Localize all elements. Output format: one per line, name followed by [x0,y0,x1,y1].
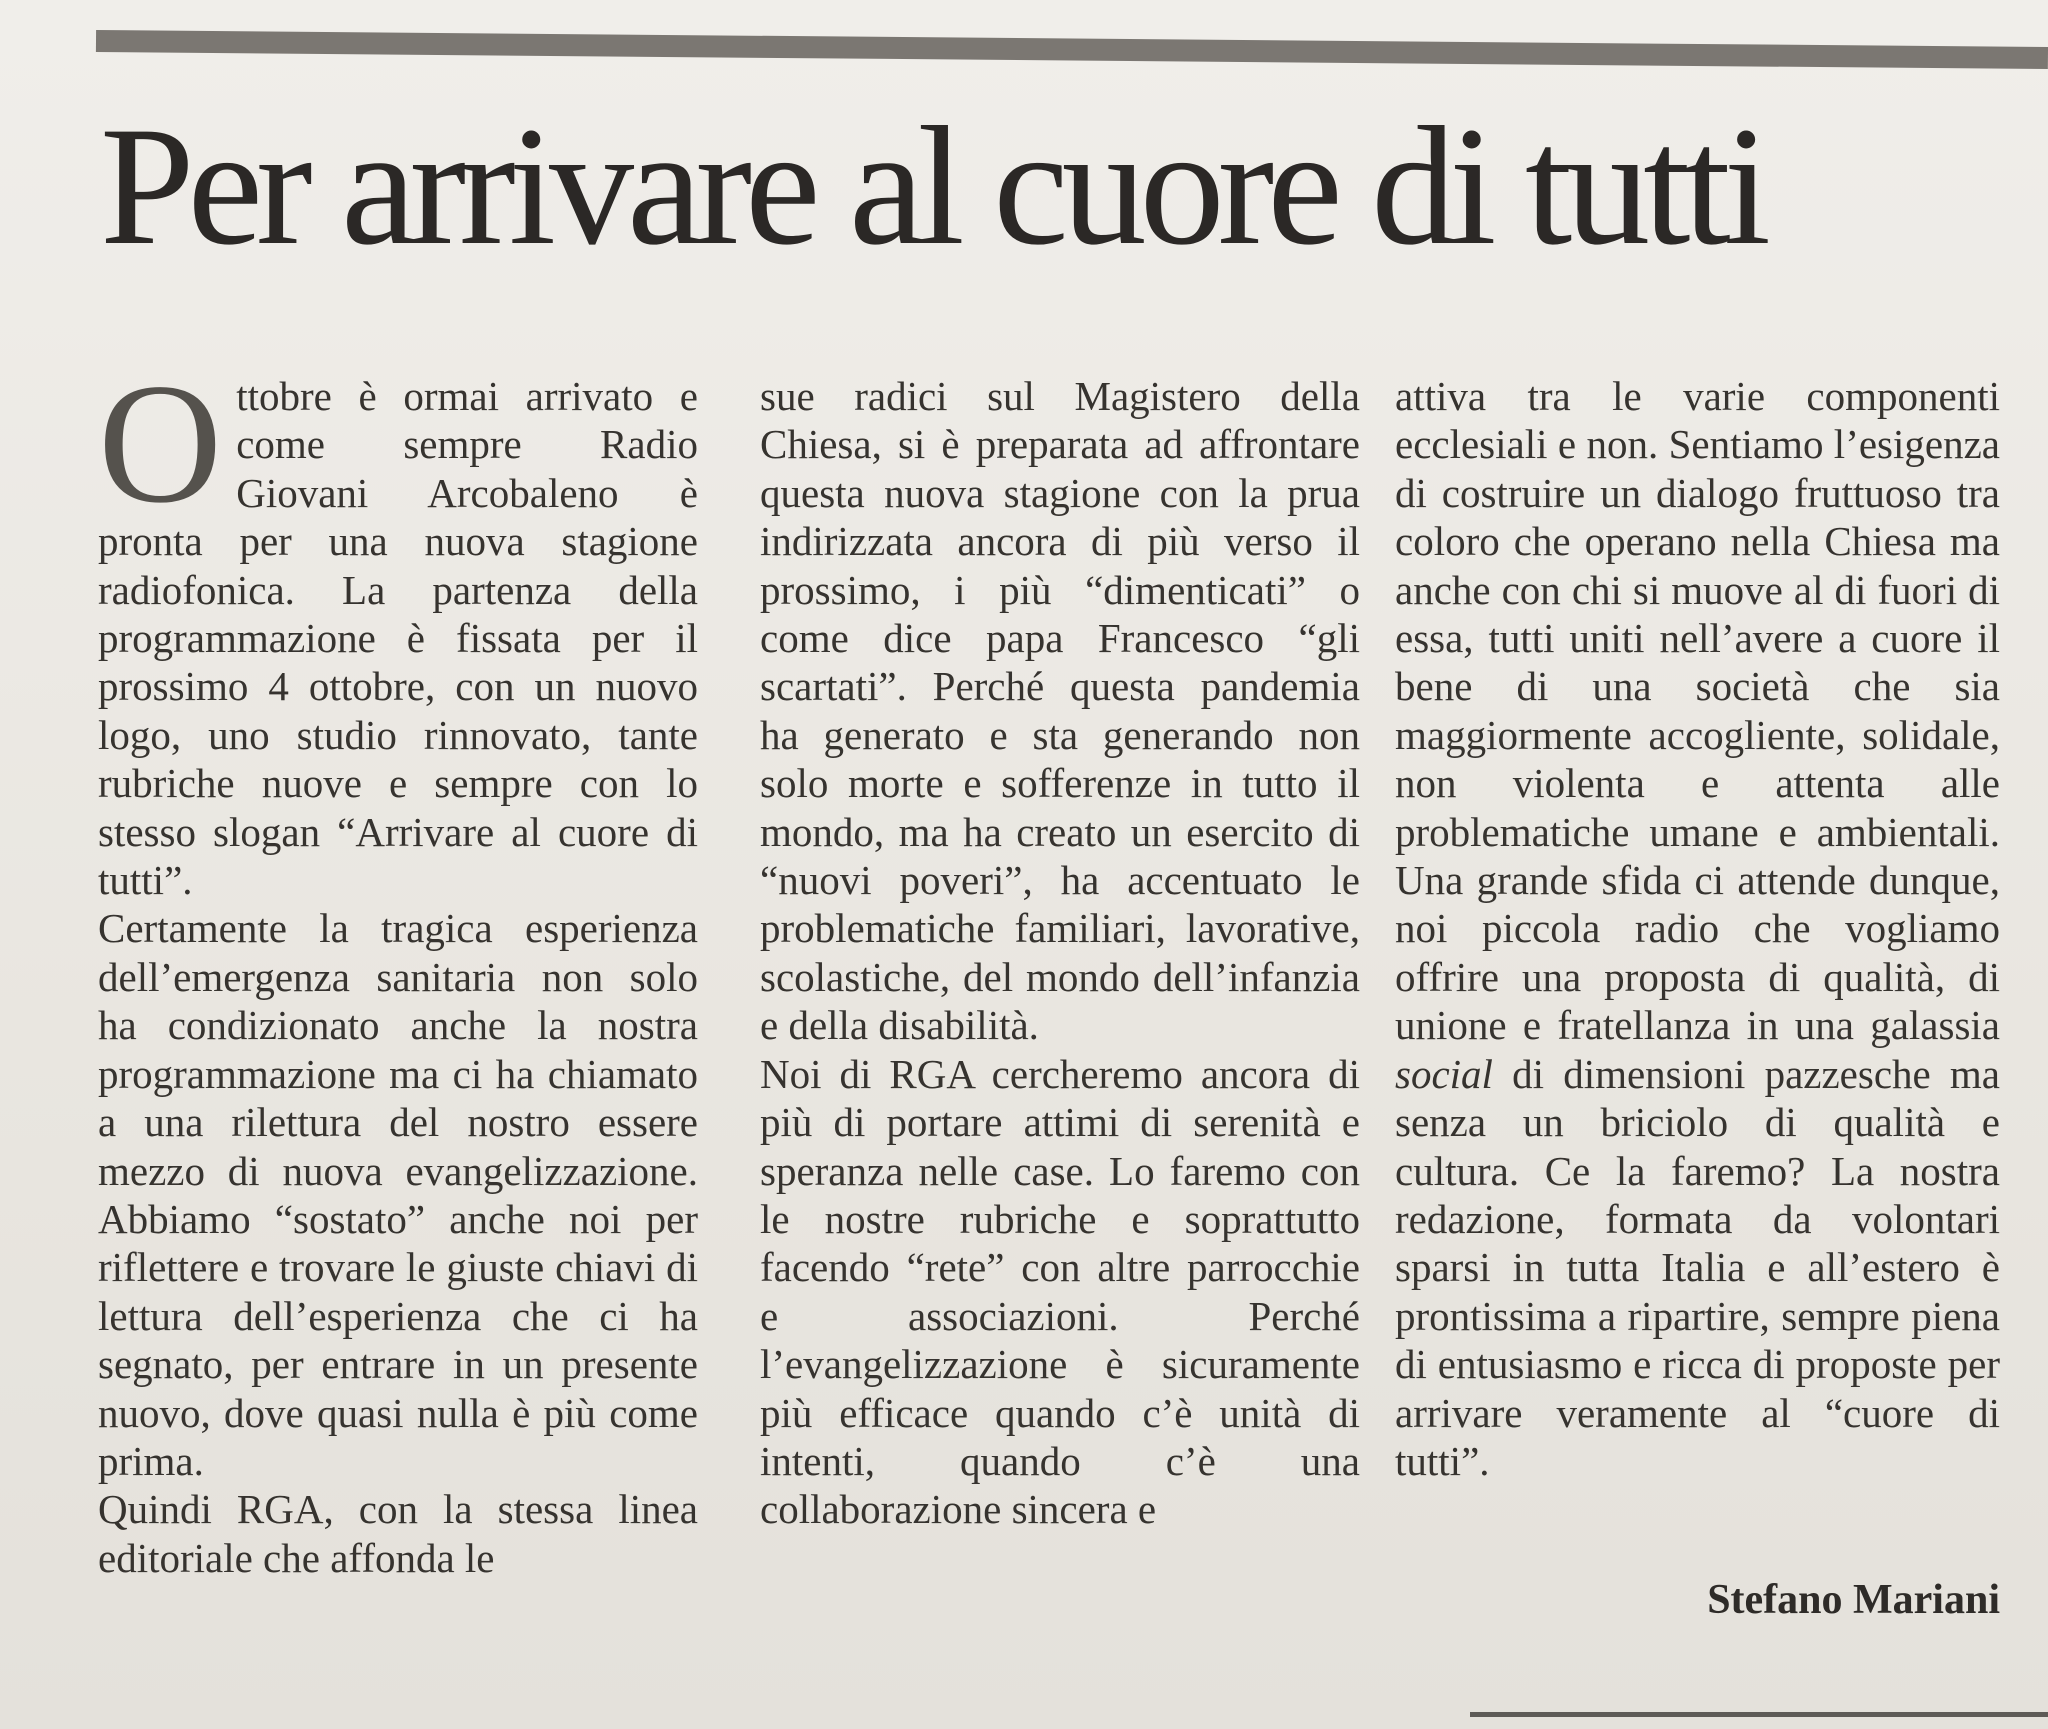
paragraph-1 [98,349,698,904]
paragraph-1-text: ttobre è ormai arrivato e come sempre Radio Giovani Arcobaleno è pronta per una nuova stagione radiofonica. La partenza della programmazione è fissata per il prossimo 4 ottobre, con un nuovo logo, uno studio rinnovato, tante rubriche nuove e sempre con lo stesso slogan “Arrivare al cuore di tutti”. [98,373,698,904]
paragraph-5: Noi di RGA cercheremo ancora di più di portare attimi di serenità e speranza nelle case. Lo faremo con le nostre rubriche e soprattutto facendo “rete” con altre parrocchie e associazioni. Perché l’evangelizzazione è sicuramente più efficace quando c’è unità di intenti, quando c’è una collaborazione sincera e [760,1050,1360,1533]
bottom-rule [1470,1712,2048,1717]
paragraph-2: Certamente la tragica esperienza dell’emergenza sanitaria non solo ha condizionato anche la nostra programmazione ma ci ha chiamato a una rilettura del nostro essere mezzo di nuova evangelizzazione. Abbiamo “sostato” anche noi per riflettere e trovare le giuste chiavi di lettura dell’esperienza che ci ha segnato, per entrare in un presente nuovo, dove quasi nulla è più come prima. [98,905,698,1484]
paragraph-6 [1395,372,2000,1485]
article-column-3 [1395,372,2000,1485]
paragraph-4: sue radici sul Magistero della Chiesa, si è preparata ad affrontare questa nuova stagione con la prua indirizzata ancora di più verso il prossimo, i più “dimenticati” o come dice papa Francesco “gli scartati”. Perché questa pandemia ha generato e sta generando non solo morte e sofferenze in tutto il mondo, ma ha creato un esercito di “nuovi poveri”, ha accentuato le problematiche familiari, lavorative, scolastiche, del mondo dell’infanzia e della disabilità. [760,373,1360,1049]
top-rule [96,30,2048,69]
article-column-1 [98,349,698,1582]
paragraph-6-text-b: di dimensioni pazzesche ma senza un briciolo di qualità e cultura. Ce la faremo? La nostra redazione, formata da volontari sparsi in tutta Italia e all’estero è prontissima a ripartire, sempre piena di entusiasmo e ricca di proposte per arrivare veramente al “cuore di tutti”. [1395,1050,2000,1484]
italic-word-social: social [1395,1050,1493,1097]
drop-cap: O [98,349,223,539]
article-column-2 [760,372,1360,1534]
paragraph-3: Quindi RGA, con la stessa linea editoriale che affonda le [98,1486,698,1581]
author-byline: Stefano Mariani [1707,1577,2000,1623]
article-headline: Per arrivare al cuore di tutti [100,92,1764,280]
paragraph-6-text-a: attiva tra le varie componenti ecclesiali e non. Sentiamo l’esigenza di costruire un dialogo fruttuoso tra coloro che operano nella Chiesa ma anche con chi si muove al di fuori di essa, tutti uniti nell’avere a cuore il bene di una società che sia maggiormente accogliente, solidale, non violenta e attenta alle problematiche umane e ambientali. Una grande sfida ci attende dunque, noi piccola radio che vogliamo offrire una proposta di qualità, di unione e fratellanza in una galassia [1395,373,2000,1049]
